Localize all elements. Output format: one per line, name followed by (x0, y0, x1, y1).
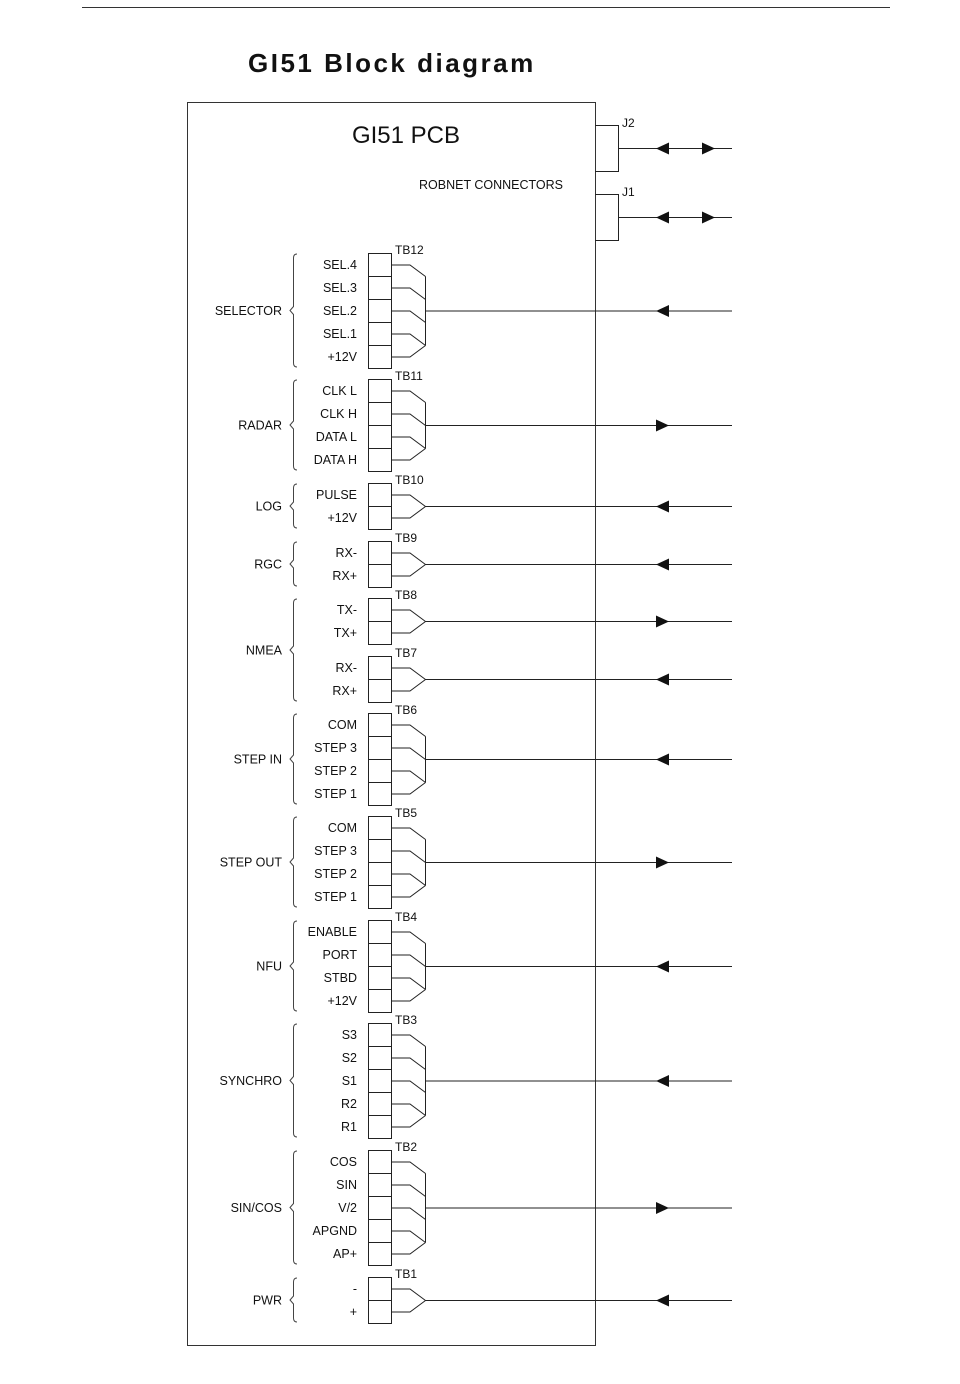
pin-terminal (369, 680, 392, 703)
pin-label: + (349, 1305, 357, 1319)
connector-plug (392, 725, 426, 794)
terminal-block-label: TB5 (395, 806, 418, 820)
terminal-block-label: TB12 (395, 243, 424, 257)
terminal-block-tb12 (323, 243, 732, 369)
pin-terminal (369, 426, 392, 449)
group-brace (290, 542, 297, 586)
group-brace (290, 817, 297, 907)
terminal-block-label: TB6 (395, 703, 418, 717)
pin-terminal (369, 346, 392, 369)
group-label: SYNCHRO (219, 1074, 282, 1088)
arrow-right-icon (656, 857, 669, 869)
pin-terminal (369, 507, 392, 530)
terminal-block-tb5 (314, 806, 732, 909)
connector-plug (392, 1289, 426, 1312)
pin-label: COM (327, 821, 357, 835)
arrow-right-icon (656, 420, 669, 432)
group-brace (290, 380, 297, 470)
pin-terminal (369, 323, 392, 346)
pin-terminal (369, 737, 392, 760)
pin-label: STEP 3 (314, 741, 357, 755)
pin-label: STEP 3 (314, 844, 357, 858)
terminal-block-label: TB4 (395, 910, 418, 924)
pin-terminal (369, 300, 392, 323)
group-radar (238, 369, 732, 472)
group-pwr (253, 1267, 732, 1324)
terminal-block-tb3 (341, 1013, 732, 1139)
group-label: PWR (252, 1293, 282, 1308)
connector-plug (392, 265, 426, 357)
terminal-block-label: TB11 (395, 369, 423, 383)
pin-terminal (369, 449, 392, 472)
group-brace (290, 1278, 297, 1322)
group-label: STEP OUT (219, 855, 282, 870)
connector-plug (392, 553, 426, 576)
group-label: SIN/COS (230, 1201, 282, 1215)
group-step-in (234, 703, 732, 806)
pin-label: STEP 1 (314, 787, 357, 801)
pin-terminal (369, 1278, 392, 1301)
robnet-connector-label: J1 (622, 185, 635, 199)
arrow-left-icon (656, 143, 669, 155)
terminal-block-label: TB9 (395, 531, 418, 545)
arrow-right-icon (702, 212, 715, 224)
arrow-left-icon (656, 1295, 669, 1307)
pin-terminal (369, 817, 392, 840)
pin-label: TX+ (333, 626, 357, 640)
robnet-connector-shape (595, 126, 619, 172)
pin-terminal (369, 622, 392, 645)
pin-label: - (352, 1282, 357, 1296)
connector-plug (392, 828, 426, 897)
group-log (256, 473, 732, 530)
group-selector (215, 243, 732, 369)
arrow-left-icon (656, 961, 669, 973)
pin-terminal (369, 1070, 392, 1093)
pin-terminal (369, 886, 392, 909)
group-brace (290, 599, 297, 701)
pin-label: R1 (341, 1120, 357, 1134)
pin-label: +12V (327, 994, 357, 1008)
pin-terminal (369, 967, 392, 990)
group-brace (290, 1024, 297, 1137)
arrow-left-icon (656, 754, 669, 766)
group-label: NFU (256, 959, 282, 974)
arrow-left-icon (656, 501, 669, 513)
pin-terminal (369, 657, 392, 680)
pin-terminal (369, 714, 392, 737)
pin-label: STEP 1 (314, 890, 357, 904)
robnet-connector-shape (595, 195, 619, 241)
robnet-connector-j1 (595, 185, 732, 241)
terminal-block-tb7 (332, 646, 732, 703)
pin-label: RX+ (332, 569, 357, 583)
arrow-left-icon (656, 559, 669, 571)
pin-label: SIN (336, 1178, 357, 1192)
pin-label: V/2 (338, 1201, 357, 1215)
pin-label: PORT (322, 948, 357, 962)
group-label: SELECTOR (214, 304, 282, 318)
group-nmea (246, 588, 732, 703)
terminal-block-label: TB1 (395, 1267, 418, 1281)
arrow-left-icon (656, 1075, 669, 1087)
pin-label: STEP 2 (314, 764, 357, 778)
connector-plug (392, 668, 426, 691)
pin-label: SEL.3 (322, 281, 357, 295)
group-brace (290, 254, 297, 367)
pin-label: COS (329, 1155, 357, 1169)
pin-terminal (369, 1197, 392, 1220)
pin-terminal (369, 277, 392, 300)
connector-plug (392, 1162, 426, 1254)
pin-label: SEL.2 (322, 304, 357, 318)
pcb-title: GI51 PCB (351, 122, 461, 149)
pin-terminal (369, 1151, 392, 1174)
pin-label: DATA L (315, 430, 357, 444)
pin-terminal (369, 565, 392, 588)
pin-terminal (369, 484, 392, 507)
terminal-block-label: TB3 (395, 1013, 418, 1027)
pin-label: +12V (327, 350, 357, 364)
arrow-right-icon (656, 1202, 669, 1214)
group-sin-cos (231, 1140, 732, 1266)
terminal-block-tb11 (314, 369, 732, 472)
pin-terminal (369, 1093, 392, 1116)
pin-label: AP+ (333, 1247, 357, 1261)
pin-label: S1 (341, 1074, 357, 1088)
pin-terminal (369, 783, 392, 806)
pin-label: RX- (335, 546, 357, 560)
group-brace (290, 921, 297, 1011)
robnet-connector-j2 (595, 116, 732, 172)
terminal-block-label: TB7 (395, 646, 418, 660)
pin-terminal (369, 990, 392, 1013)
terminal-block-tb8 (334, 588, 732, 645)
connector-plug (392, 932, 426, 1001)
group-nfu (256, 910, 732, 1013)
group-brace (290, 484, 297, 528)
pin-label: SEL.1 (322, 327, 357, 341)
connector-plug (392, 1035, 426, 1127)
pin-terminal (369, 599, 392, 622)
pin-terminal (369, 1301, 392, 1324)
group-synchro (219, 1013, 732, 1139)
pin-label: CLK L (322, 384, 357, 398)
terminal-block-tb9 (332, 531, 732, 588)
pin-label: S3 (341, 1028, 357, 1042)
pin-label: SEL.4 (322, 258, 357, 272)
connector-plug (392, 610, 426, 633)
pin-label: +12V (327, 511, 357, 525)
pin-terminal (369, 542, 392, 565)
terminal-block-tb4 (308, 910, 732, 1013)
pin-terminal (369, 760, 392, 783)
terminal-block-tb6 (314, 703, 732, 806)
pin-label: STBD (323, 971, 357, 985)
pin-terminal (369, 1024, 392, 1047)
pin-label: TX- (336, 603, 357, 617)
pin-terminal (369, 403, 392, 426)
terminal-block-tb2 (313, 1140, 732, 1266)
group-label: LOG (255, 499, 282, 514)
group-brace (290, 1151, 297, 1264)
group-rgc (254, 531, 732, 588)
pin-label: R2 (341, 1097, 357, 1111)
terminal-block-label: TB10 (395, 473, 424, 487)
pin-label: CLK H (320, 407, 357, 421)
pin-terminal (369, 840, 392, 863)
terminal-block-label: TB2 (395, 1140, 418, 1154)
terminal-block-tb1 (350, 1267, 732, 1324)
pin-terminal (369, 380, 392, 403)
arrow-left-icon (656, 212, 669, 224)
pin-label: S2 (341, 1051, 357, 1065)
pin-label: RX+ (332, 684, 357, 698)
group-step-out (220, 806, 732, 909)
group-label: RGC (254, 557, 282, 572)
robnet-connectors (595, 116, 732, 241)
pin-label: PULSE (316, 488, 357, 502)
pin-label: APGND (312, 1224, 357, 1238)
robnet-connector-label: J2 (622, 116, 635, 130)
pin-terminal (369, 1243, 392, 1266)
page-title: GI51 Block diagram (248, 48, 536, 78)
pin-terminal (369, 1220, 392, 1243)
pin-terminal (369, 1116, 392, 1139)
pin-terminal (369, 1174, 392, 1197)
terminal-blocks (215, 243, 732, 1324)
terminal-block-tb10 (316, 473, 732, 530)
robnet-connectors-label: ROBNET CONNECTORS (419, 178, 564, 192)
group-label: NMEA (245, 643, 282, 658)
arrow-left-icon (656, 305, 669, 317)
pin-terminal (369, 254, 392, 277)
pin-terminal (369, 921, 392, 944)
pin-label: COM (327, 718, 357, 732)
pin-label: STEP 2 (314, 867, 357, 881)
pin-terminal (369, 863, 392, 886)
arrow-right-icon (656, 616, 669, 628)
pin-label: ENABLE (307, 925, 357, 939)
group-brace (290, 714, 297, 804)
pin-terminal (369, 1047, 392, 1070)
pin-label: DATA H (313, 453, 357, 467)
pin-label: RX- (335, 661, 357, 675)
group-label: STEP IN (233, 752, 282, 767)
connector-plug (392, 495, 426, 518)
group-label: RADAR (238, 418, 282, 433)
arrow-left-icon (656, 674, 669, 686)
arrow-right-icon (702, 143, 715, 155)
pin-terminal (369, 944, 392, 967)
terminal-block-label: TB8 (395, 588, 418, 602)
connector-plug (392, 391, 426, 460)
